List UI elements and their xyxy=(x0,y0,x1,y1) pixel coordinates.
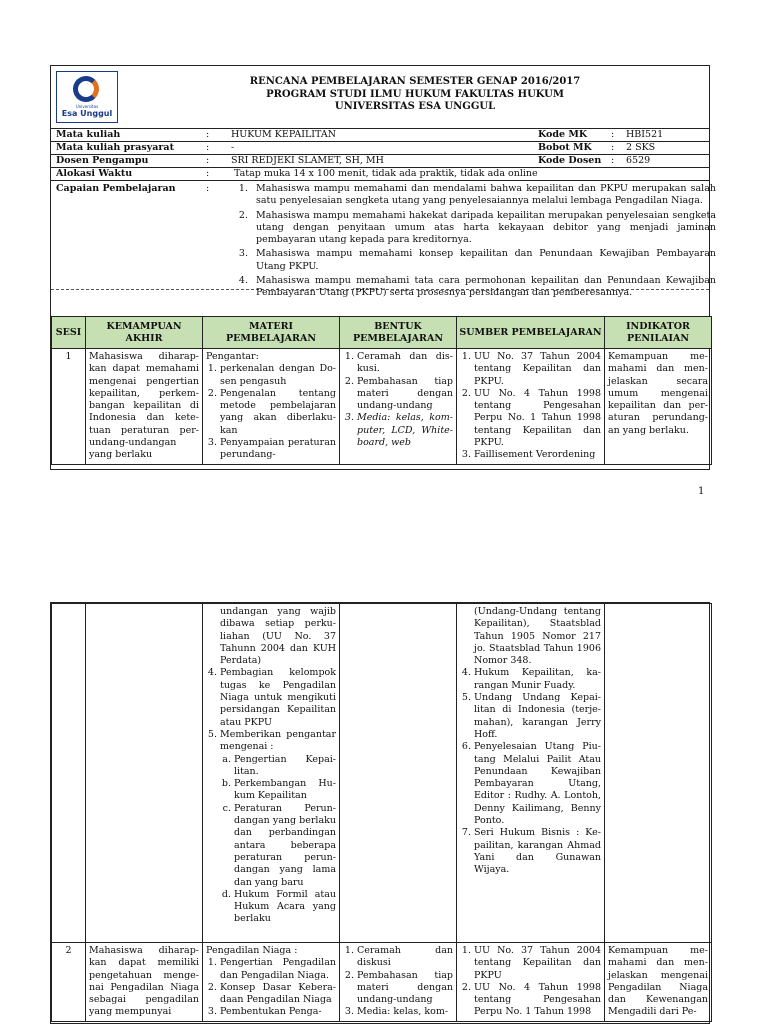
materi-list xyxy=(206,363,336,461)
cell-sesi xyxy=(52,604,86,943)
list-item: 6. Penyelesaian Utang Piu-tang Melalui Pailit Atau Penundaan Kewajiban Pembayaran Utang, Editor : Rudhy. A. Lontoh, Denny Kailimang, Benny Ponto. xyxy=(474,741,601,827)
cell-sumber xyxy=(457,604,605,943)
list-item: 2. Pembahasan tiap materi dengan undang-undang xyxy=(357,970,453,1007)
sub-item: d. Hukum Formil atau Hukum Acara yang berlaku xyxy=(234,889,336,926)
list-item: 7. Seri Hukum Bisnis : Ke-pailitan, karangan Ahmad Yani dan Gunawan Wijaya. xyxy=(474,827,601,876)
label-prasyarat: Mata kuliah prasyarat xyxy=(56,142,174,153)
cell-sesi: 1 xyxy=(52,349,86,465)
list-item: 3. Media: kelas, kom- xyxy=(357,1006,453,1018)
list-item: 4. Pembagian kelompok tugas ke Pengadilan Niaga untuk mengikuti persidangan Kepailitan atau PKPU xyxy=(220,667,336,728)
capaian-item: 4. Mahasiswa mampu memahami tata cara permohonan kepailitan dan Penundaan Kewajiban Pembayaran Utang (PKPU) serta prosesnya persidangan dan pemberesannya. xyxy=(251,275,716,300)
colon: : xyxy=(206,155,210,166)
cell-sumber xyxy=(457,943,605,1022)
info-row-mata-kuliah xyxy=(51,129,709,142)
document-header xyxy=(51,66,709,129)
cell-materi xyxy=(203,943,340,1022)
header-materi: MATERI PEMBELAJARAN xyxy=(203,317,340,349)
page-2 xyxy=(50,602,710,1024)
page-number: 1 xyxy=(698,486,705,497)
materi-intro: Pengadilan Niaga : xyxy=(206,945,298,956)
label-bobot-mk: Bobot MK xyxy=(538,142,592,153)
list-item: 2. UU No. 4 Tahun 1998 tentang Pengesahan Perpu No. 1 Tahun 1998 tentang Kepailitan dan PKPU. xyxy=(474,388,601,449)
info-row-prasyarat xyxy=(51,142,709,155)
materi-sublist xyxy=(220,754,336,926)
info-row-alokasi xyxy=(51,168,709,181)
list-item-text: Memberikan pengantar mengenai : xyxy=(220,728,336,753)
cell-bentuk xyxy=(340,943,457,1022)
title-line-1: RENCANA PEMBELAJARAN SEMESTER GENAP 2016/2017 xyxy=(249,76,581,87)
list-item: 1. Ceramah dan dis-kusi. xyxy=(357,351,453,376)
list-item: 3. Media: kelas, kom-puter, LCD, White-board, web xyxy=(357,412,453,449)
sumber-list xyxy=(460,667,601,876)
cell-indikator: Kemampuan me-mahami dan men-jelaskan secara umum mengenai kepailitan dan per-aturan perundang-an yang berlaku. xyxy=(605,349,712,465)
title-line-3: UNIVERSITAS ESA UNGGUL xyxy=(334,101,496,112)
colon: : xyxy=(206,168,210,179)
cell-kemampuan: Mahasiswa diharap-kan dapat memiliki pengetahuan menge-nai Pengadilan Niaga sebagai pengadilan yang mempunyai xyxy=(86,943,203,1022)
label-kode-mk: Kode MK xyxy=(538,129,588,140)
value-kode-mk: HBI521 xyxy=(626,129,664,140)
cell-bentuk xyxy=(340,604,457,943)
logo-ring-icon xyxy=(73,76,99,102)
list-item: 2. UU No. 4 Tahun 1998 tentang Pengesahan Perpu No. 1 Tahun 1998 xyxy=(474,982,601,1019)
list-item: 2. Pengenalan tentang metode pembelajaran yang akan diberlaku-kan xyxy=(220,388,336,437)
list-item: 3. Penyampaian peraturan perundang- xyxy=(220,437,336,462)
header-bentuk: BENTUK PEMBELAJARAN xyxy=(340,317,457,349)
rps-table xyxy=(51,316,712,465)
table-header-row xyxy=(52,317,712,349)
list-item: 4. Hukum Kepailitan, ka-rangan Munir Fuady. xyxy=(474,667,601,692)
table-row xyxy=(52,943,712,1022)
label-mata-kuliah: Mata kuliah xyxy=(56,129,121,140)
logo-text: Esa Unggul xyxy=(61,109,113,118)
sub-item: b. Perkembangan Hu-kum Kepailitan xyxy=(234,778,336,803)
cell-sesi: 2 xyxy=(52,943,86,1022)
title-line-2: PROGRAM STUDI ILMU HUKUM FAKULTAS HUKUM xyxy=(266,88,564,100)
cell-indikator xyxy=(605,604,712,943)
table-row xyxy=(52,349,712,465)
sumber-list xyxy=(460,351,601,462)
list-item: 5. Undang Undang Kepai-litan di Indonesia (terje-mahan), karangan Jerry Hoff. xyxy=(474,692,601,741)
cell-indikator: Kemampuan me-mahami dan men-jelaskan mengenai Pengadilan Niaga dan Kewenangan Mengadili dari Pe- xyxy=(605,943,712,1022)
materi-continued: undangan yang wajib dibawa setiap perku-liahan (UU No. 37 Tahunn 2004 dan KUH Perdata) xyxy=(220,606,336,667)
page-1 xyxy=(50,65,716,470)
label-capaian: Capaian Pembelajaran xyxy=(56,183,176,194)
list-item: 1. perkenalan dengan Do-sen pengasuh xyxy=(220,363,336,388)
sub-item: c. Peraturan Perun-dangan yang berlaku dan perbandingan antara beberapa peraturan perun-dangan yang lama dan yang baru xyxy=(234,803,336,889)
materi-intro: Pengantar: xyxy=(206,351,259,362)
rps-table-continued xyxy=(51,603,712,1022)
sub-item: a. Pengertian Kepai-litan. xyxy=(234,754,336,779)
document-title xyxy=(121,76,709,114)
list-item: 1. UU No. 37 Tahun 2004 tentang Kepailitan dan PKPU. xyxy=(474,351,601,388)
colon: : xyxy=(611,129,615,140)
cell-materi xyxy=(203,349,340,465)
university-logo xyxy=(56,71,118,123)
value-alokasi: Tatap muka 14 x 100 menit, tidak ada praktik, tidak ada online xyxy=(234,168,538,179)
capaian-item: 1. Mahasiswa mampu memahami dan mendalami bahwa kepailitan dan PKPU merupakan salah satu penyelesaian sengketa utang yang penyelesaiannya melalui lembaga Pengadilan Niaga. xyxy=(251,183,716,208)
logo-tagline: Universitas xyxy=(75,104,99,109)
list-item: 1. Ceramah dan diskusi xyxy=(357,945,453,970)
colon: : xyxy=(206,142,210,153)
capaian-pembelajaran xyxy=(51,181,716,299)
materi-list xyxy=(206,957,336,1018)
header-kemampuan: KEMAMPUAN AKHIR xyxy=(86,317,203,349)
cell-sumber xyxy=(457,349,605,465)
value-bobot-mk: 2 SKS xyxy=(626,142,656,153)
course-info xyxy=(51,129,716,316)
list-item: 2. Konsep Dasar Kebera-daan Pengadilan Niaga xyxy=(220,982,336,1007)
bentuk-list xyxy=(343,351,453,449)
capaian-list xyxy=(236,183,716,302)
cell-bentuk xyxy=(340,349,457,465)
header-sumber: SUMBER PEMBELAJARAN xyxy=(457,317,605,349)
value-kode-dosen: 6529 xyxy=(626,155,651,166)
capaian-item: 3. Mahasiswa mampu memahami konsep kepailitan dan Penundaan Kewajiban Pembayaran Utang PKPU. xyxy=(251,248,716,273)
value-dosen: SRI REDJEKI SLAMET, SH, MH xyxy=(231,155,384,166)
sumber-list xyxy=(460,945,601,1019)
header-indikator: INDIKATOR PENILAIAN xyxy=(605,317,712,349)
cell-materi xyxy=(203,604,340,943)
colon: : xyxy=(611,142,615,153)
colon: : xyxy=(611,155,615,166)
colon: : xyxy=(206,183,210,194)
bentuk-list xyxy=(343,945,453,1019)
colon: : xyxy=(206,129,210,140)
cell-kemampuan: Mahasiswa diharap-kan dapat memahami mengenai pengertian kepailitan, perkem-bangan kepailitan di Indonesia dan kete-tuan peraturan per-undang-undangan yang berlaku xyxy=(86,349,203,465)
list-item: 3. Faillisement Verordening xyxy=(474,449,601,461)
value-mata-kuliah: HUKUM KEPAILITAN xyxy=(231,129,337,140)
label-kode-dosen: Kode Dosen xyxy=(538,155,602,166)
table-row xyxy=(52,604,712,943)
sumber-continued: (Undang-Undang tentang Kepailitan), Staatsblad Tahun 1905 Nomor 217 jo. Staatsblad Tahun 1906 Nomor 348. xyxy=(474,606,601,667)
capaian-item: 2. Mahasiswa mampu memahami hakekat daripada kepailitan merupakan penyelesaian sengketa utang dengan penyitaan umum atas harta kekayaan debitor yang menjadi jaminan pembayaran utang kepada para kreditornya. xyxy=(251,210,716,247)
label-dosen: Dosen Pengampu xyxy=(56,155,149,166)
cell-kemampuan xyxy=(86,604,203,943)
list-item: 1. Pengertian Pengadilan dan Pengadilan Niaga. xyxy=(220,957,336,982)
label-alokasi: Alokasi Waktu xyxy=(56,168,133,179)
value-prasyarat: - xyxy=(231,142,235,153)
materi-list xyxy=(206,667,336,925)
list-item xyxy=(220,729,336,926)
list-item: 2. Pembahasan tiap materi dengan undang-undang xyxy=(357,376,453,413)
list-item: 3. Pembentukan Penga- xyxy=(220,1006,336,1018)
header-sesi: SESI xyxy=(52,317,86,349)
info-row-dosen xyxy=(51,155,709,168)
list-item: 1. UU No. 37 Tahun 2004 tentang Kepailitan dan PKPU xyxy=(474,945,601,982)
